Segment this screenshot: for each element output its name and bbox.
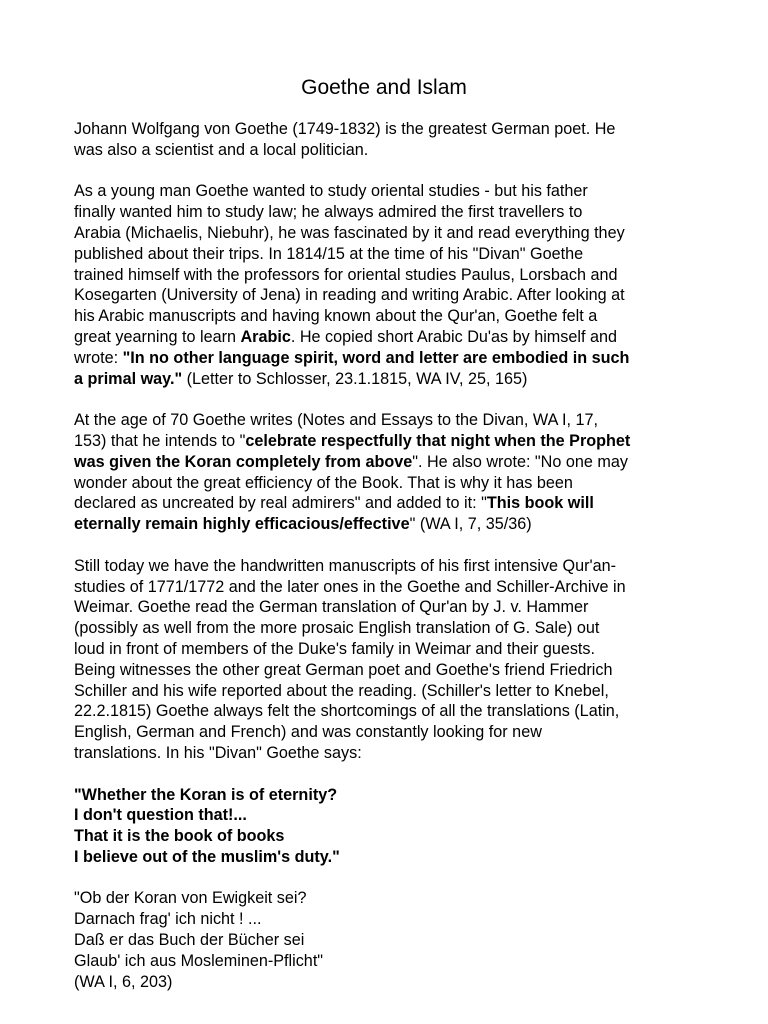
verse-line: "Ob der Koran von Ewigkeit sei? (74, 889, 307, 908)
text-line: published about their trips. In 1814/15 at the time of his "Divan" Goethe (74, 244, 584, 263)
text-line (74, 369, 724, 390)
quote-bold: "In no other language spirit, word and letter are embodied in such (122, 348, 630, 367)
text-line (74, 348, 724, 369)
paragraph-manuscripts (74, 556, 724, 764)
text-line: English, German and French) and was constantly looking for new (74, 723, 542, 742)
verse-line: Glaub' ich aus Mosleminen-Pflicht" (74, 951, 324, 970)
document-body (74, 119, 724, 1013)
text-line: translations. In his "Divan" Goethe says: (74, 743, 362, 762)
verse-line: I don't question that!... (74, 806, 247, 825)
verse-line: Daß er das Buch der Bücher sei (74, 931, 305, 950)
quote-bold: celebrate respectfully that night when the Prophet (245, 431, 631, 450)
quote-bold: was given the Koran completely from above (74, 452, 413, 471)
text-run: declared as uncreated by real admirers" and added to it: " (74, 494, 487, 513)
text-run: ". He also wrote: "No one may (412, 452, 628, 471)
text-line: Still today we have the handwritten manuscripts of his first intensive Qur'an- (74, 556, 617, 575)
text-line: loud in front of members of the Duke's family in Weimar and their guests. (74, 639, 596, 658)
verse-line: I believe out of the muslim's duty." (74, 847, 340, 866)
text-line (74, 514, 724, 535)
text-line (74, 431, 724, 452)
verse-line: That it is the book of books (74, 827, 285, 846)
text-line: 22.2.1815) Goethe always felt the shortcomings of all the translations (Latin, (74, 702, 620, 721)
text-line: Kosegarten (University of Jena) in reading and writing Arabic. After looking at (74, 286, 625, 305)
text-run: wrote: (74, 348, 123, 367)
text-line: his Arabic manuscripts and having known about the Qur'an, Goethe felt a (74, 307, 598, 326)
verse-english (74, 785, 724, 868)
quote-bold: eternally remain highly efficacious/effective (74, 515, 410, 534)
citation: " (WA I, 7, 35/36) (409, 515, 532, 534)
text-line: was also a scientist and a local politician. (74, 140, 369, 159)
quote-bold: a primal way." (74, 369, 183, 388)
text-line (74, 452, 724, 473)
text-line: Weimar. Goethe read the German translation of Qur'an by J. v. Hammer (74, 598, 589, 617)
text-run: . He copied short Arabic Du'as by himself and (290, 327, 617, 346)
verse-line: "Whether the Koran is of eternity? (74, 785, 338, 804)
text-line (74, 493, 724, 514)
text-run: 153) that he intends to " (74, 431, 246, 450)
text-line: At the age of 70 Goethe writes (Notes and Essays to the Divan, WA I, 17, (74, 411, 598, 430)
text-line: Arabia (Michaelis, Niebuhr), he was fascinated by it and read everything they (74, 223, 625, 242)
document-title: Goethe and Islam (301, 76, 467, 99)
text-line: trained himself with the professors for oriental studies Paulus, Lorsbach and (74, 265, 618, 284)
paragraph-oriental-studies (74, 181, 724, 389)
text-line: Johann Wolfgang von Goethe (1749-1832) is the greatest German poet. He (74, 120, 616, 138)
verse-citation: (WA I, 6, 203) (74, 972, 173, 991)
verse-line: Darnach frag' ich nicht ! ... (74, 910, 262, 929)
text-line: (possibly as well from the more prosaic English translation of G. Sale) out (74, 619, 600, 638)
quote-bold: This book will (486, 494, 594, 513)
text-line: As a young man Goethe wanted to study oriental studies - but his father (74, 182, 588, 201)
citation: (Letter to Schlosser, 23.1.1815, WA IV, 25, 165) (182, 369, 528, 388)
paragraph-divan-notes (74, 410, 724, 535)
text-line (74, 327, 724, 348)
text-line: Being witnesses the other great German poet and Goethe's friend Friedrich (74, 660, 613, 679)
paragraph-intro (74, 119, 724, 161)
text-run: great yearning to learn (74, 327, 241, 346)
emphasis-arabic: Arabic (240, 327, 291, 346)
text-line: Schiller and his wife reported about the reading. (Schiller's letter to Knebel, (74, 681, 609, 700)
text-line: wonder about the great efficiency of the Book. That is why it has been (74, 473, 573, 492)
verse-german (74, 888, 724, 992)
text-line: finally wanted him to study law; he always admired the first travellers to (74, 203, 583, 222)
text-line: studies of 1771/1772 and the later ones in the Goethe and Schiller-Archive in (74, 577, 626, 596)
